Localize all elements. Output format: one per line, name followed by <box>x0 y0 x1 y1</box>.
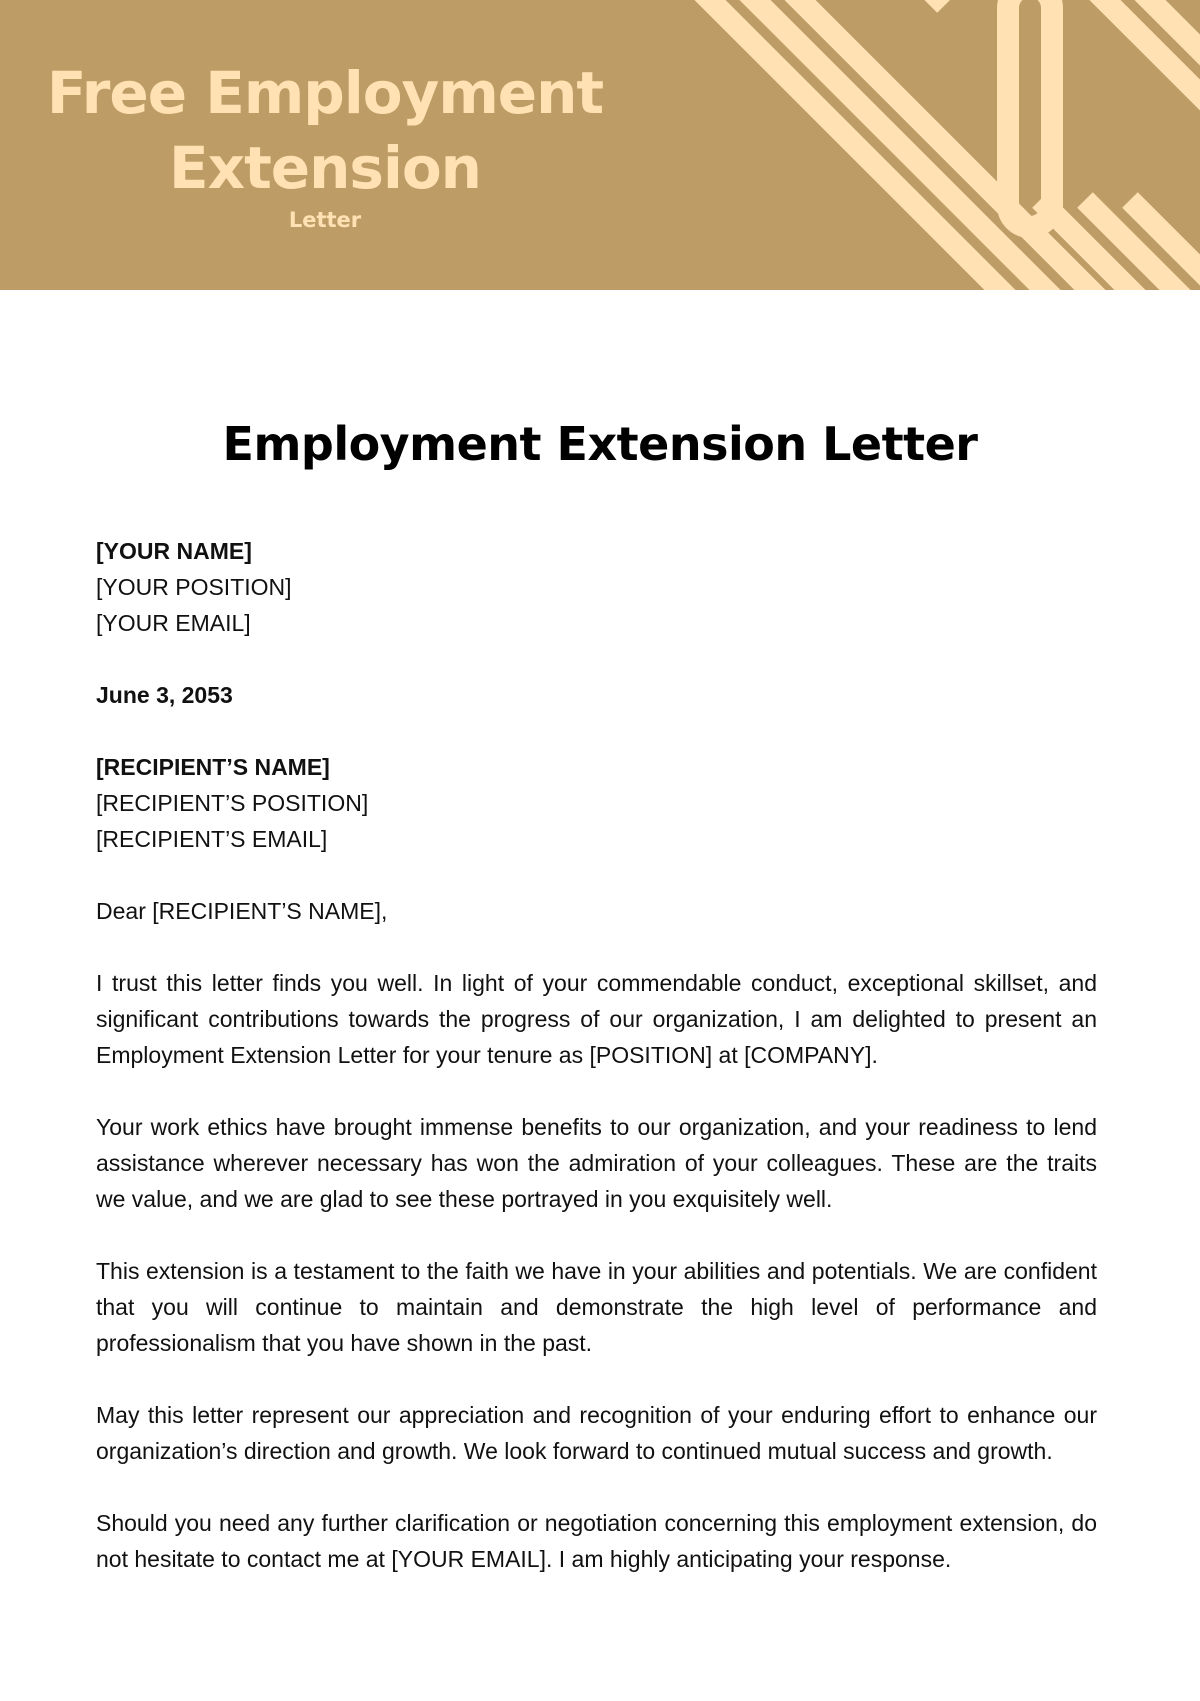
sender-email: [YOUR EMAIL] <box>96 610 251 636</box>
recipient-email: [RECIPIENT’S EMAIL] <box>96 826 328 852</box>
recipient-position: [RECIPIENT’S POSITION] <box>96 790 369 816</box>
letter-date: June 3, 2053 <box>96 682 233 708</box>
salutation: Dear [RECIPIENT’S NAME], <box>96 898 388 924</box>
paragraph-5: Should you need any further clarification or negotiation concerning this employment extension, do not hesitate to contact me at [YOUR EMAIL]. I am highly anticipating your response. <box>96 1510 1097 1572</box>
recipient-name: [RECIPIENT’S NAME] <box>96 754 330 780</box>
paragraph-2: Your work ethics have brought immense benefits to our organization, and your readiness to lend assistance wherever necessary has won the admiration of your colleagues. These are the traits we value, and we are glad to see these portrayed in you exquisitely well. <box>96 1114 1097 1212</box>
sender-block <box>96 533 1097 641</box>
banner-title-line-2: Extension <box>169 134 481 202</box>
header-banner <box>0 0 1200 290</box>
recipient-block <box>96 749 1097 857</box>
document-title: Employment Extension Letter <box>222 417 978 471</box>
banner-title-line-1: Free Employment <box>46 59 604 127</box>
paragraph-1: I trust this letter finds you well. In light of your commendable conduct, exceptional skillset, and significant contributions towards the progress of our organization, I am delighted to present an Employment Extension Letter for your tenure as [POSITION] at [COMPANY]. <box>96 970 1097 1068</box>
banner-subtitle: Letter <box>288 208 362 232</box>
paragraph-3: This extension is a testament to the faith we have in your abilities and potentials. We are confident that you will continue to maintain and demonstrate the high level of performance and professionalism that you have shown in the past. <box>96 1258 1097 1356</box>
letter-body <box>96 533 1097 1613</box>
paragraph-4: May this letter represent our appreciation and recognition of your enduring effort to enhance our organization’s direction and growth. We look forward to continued mutual success and growth. <box>96 1402 1097 1464</box>
date-block <box>96 677 1097 713</box>
sender-name: [YOUR NAME] <box>96 538 252 564</box>
sender-position: [YOUR POSITION] <box>96 574 292 600</box>
salutation-block <box>96 893 1097 929</box>
